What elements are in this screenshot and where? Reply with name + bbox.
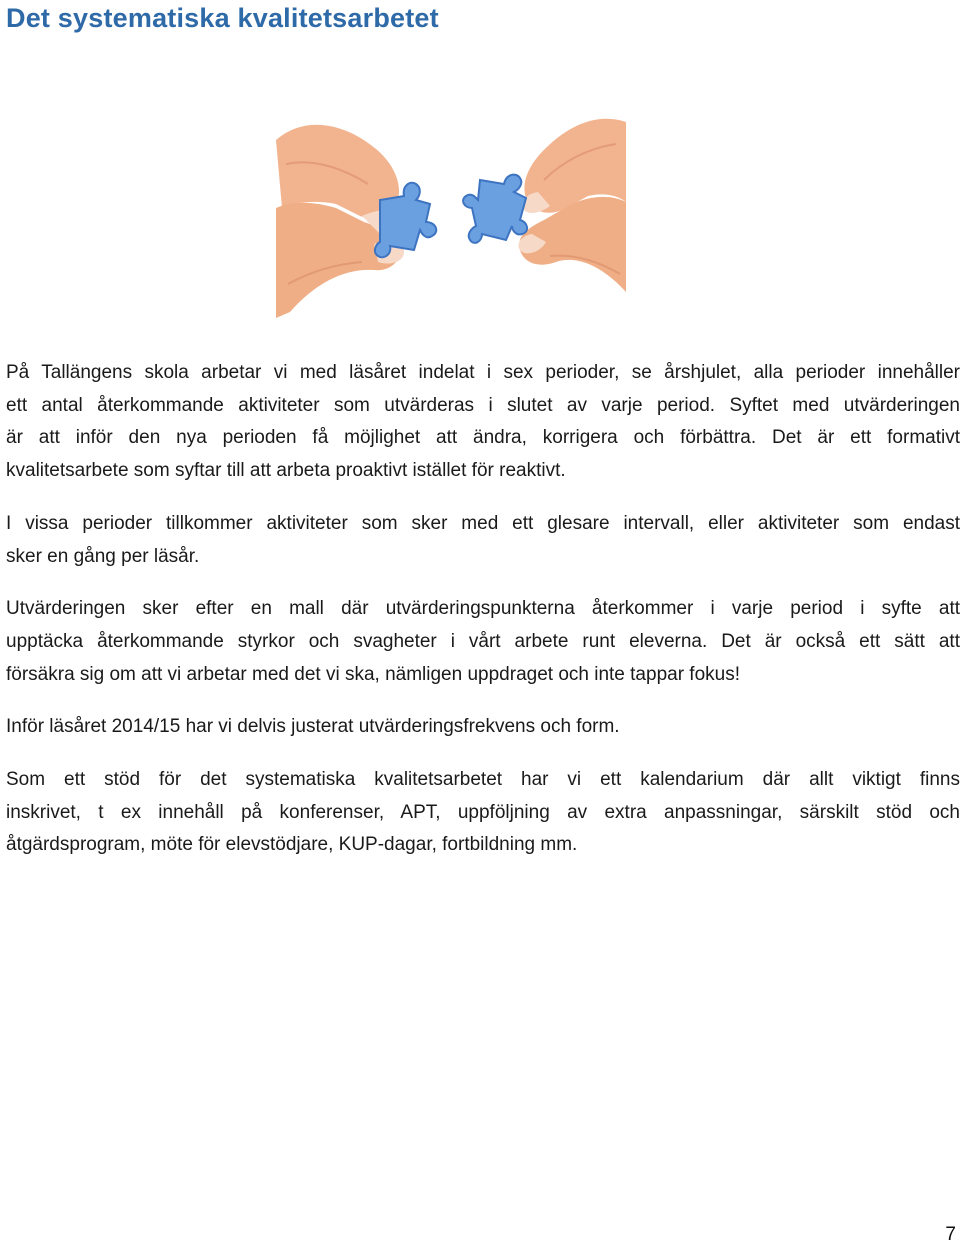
paragraph-line: kvalitetsarbete som syftar till att arbeta proaktivt istället för reaktivt. [6,460,566,482]
right-hand-illustration [518,119,626,292]
paragraph-calendar [6,764,960,862]
paragraph-evaluation [6,593,960,691]
page-title: Det systematiska kvalitetsarbetet [6,3,439,33]
paragraph-line: Utvärderingen sker efter en mall där utvärderingspunkterna återkommer i varje period i syfte att [6,598,960,620]
paragraph-line: Som ett stöd för det systematiska kvalitetsarbetet har vi ett kalendarium där allt viktigt finns [6,769,960,791]
puzzle-hands-icon [276,104,626,324]
paragraph-line: upptäcka återkommande styrkor och svagheter i vårt arbete runt eleverna. Det är också ett sätt att [6,630,960,652]
paragraph-intro [6,357,960,488]
paragraph-schoolyear [6,711,960,744]
paragraph-line: På Tallängens skola arbetar vi med läsåret indelat i sex perioder, se årshjulet, alla perioder innehåller [6,362,960,383]
page-number: 7 [945,1224,956,1245]
paragraph-line: försäkra sig om att vi arbetar med det vi ska, nämligen uppdraget och inte tappar fokus! [6,663,740,685]
paragraph-periods [6,508,960,573]
paragraph-line: Inför läsåret 2014/15 har vi delvis justerat utvärderingsfrekvens och form. [6,716,620,738]
right-puzzle-piece [463,175,527,243]
puzzle-hands-illustration [276,104,626,324]
paragraph-line: I vissa perioder tillkommer aktiviteter som sker med ett glesare intervall, eller aktiviteter som endast [6,512,960,534]
paragraph-line: ett antal återkommande aktiviteter som utvärderas i slutet av varje period. Syftet med utvärderingen [6,394,960,416]
document-body [6,357,960,862]
paragraph-line: inskrivet, t ex innehåll på konferenser, APT, uppföljning av extra anpassningar, särskilt stöd och [6,801,960,823]
paragraph-line: är att inför den nya perioden få möjlighet att ändra, korrigera och förbättra. Det är ett formativt [6,427,960,449]
paragraph-line: åtgärdsprogram, möte för elevstödjare, KUP-dagar, fortbildning mm. [6,834,578,856]
paragraph-line: sker en gång per läsår. [6,545,200,567]
